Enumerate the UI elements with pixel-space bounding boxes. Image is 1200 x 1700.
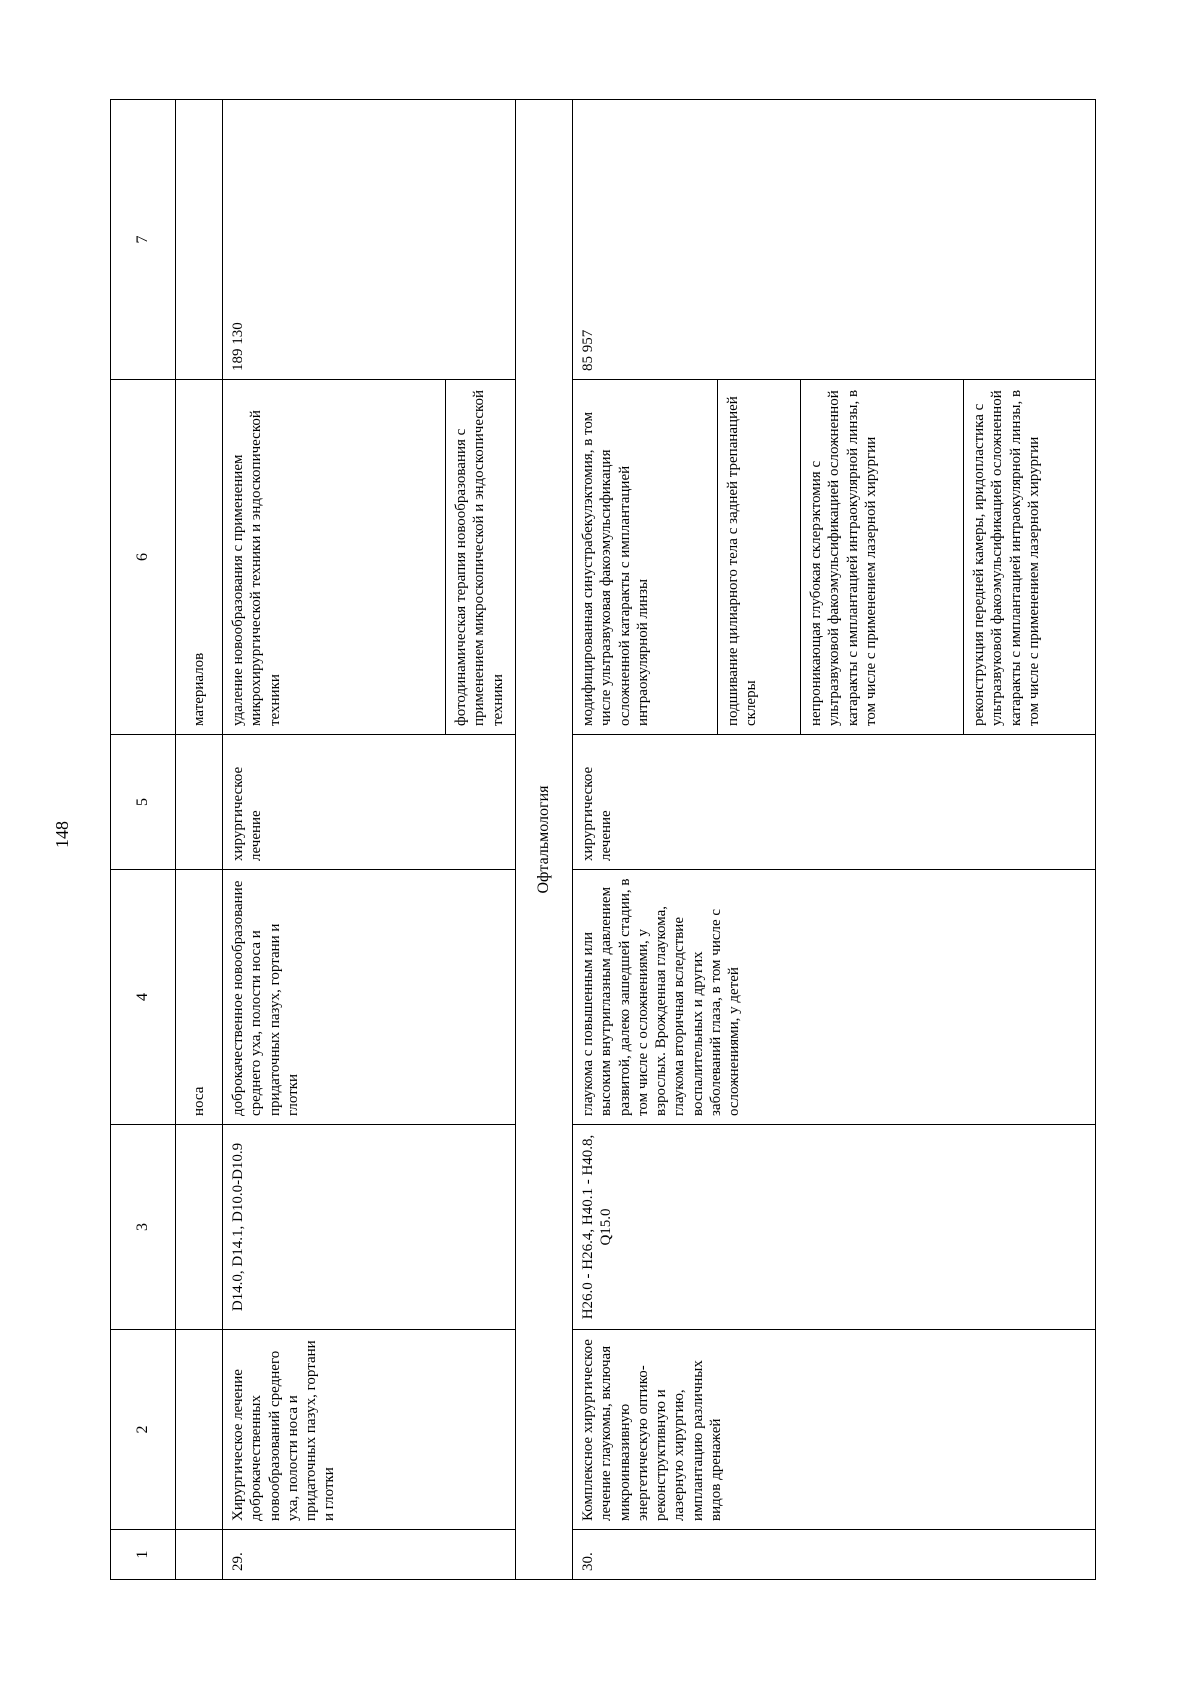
treatment-methods xyxy=(573,380,1096,735)
rotated-table-container xyxy=(110,100,1095,1580)
icd-codes: D14.0, D14.1, D10.0-D10.9 xyxy=(223,1125,516,1330)
col-5-header: 5 xyxy=(111,735,176,870)
col-1-header: 1 xyxy=(111,1530,176,1580)
col-4-header: 4 xyxy=(111,870,176,1125)
patient-model: доброкачественное новообразование среднего уха, полости носа и придаточных пазух, гортани и глотки xyxy=(223,870,516,1125)
header-row xyxy=(111,100,176,1580)
medical-care-table xyxy=(110,99,1096,1580)
section-title: Офтальмология xyxy=(516,100,573,1580)
treatment-type: хирургическое лечение xyxy=(223,735,516,870)
treatment-method: удаление новообразования с применением микрохирургической техники и эндоскопической техники xyxy=(223,380,446,734)
cost-value: 85 957 xyxy=(573,100,1096,380)
treatment-method: подшивание цилиарного тела с задней трепанацией склеры xyxy=(718,380,801,734)
table-row-30 xyxy=(573,100,1096,1580)
col-3-header: 3 xyxy=(111,1125,176,1330)
continuation-method: материалов xyxy=(176,380,223,735)
patient-model: глаукома с повышенным или высоким внутриглазным давлением развитой, далеко зашедшей стадии, в том числе с осложнениями, у взрослых. Врожденная глаукома, глаукома вторичная вследствие воспалительных и других заболеваний глаза, в том числе с осложнениями, у детей xyxy=(573,870,1096,1125)
treatment-type: хирургическое лечение xyxy=(573,735,1096,870)
care-type-name: Комплексное хирургическое лечение глаукомы, включая микроинвазивную энергетическую оптико-реконструктивную и лазерную хирургию, имплантацию различных видов дренажей xyxy=(573,1330,1096,1530)
icd-codes: H26.0 - H26.4, H40.1 - H40.8, Q15.0 xyxy=(573,1125,1096,1330)
row-number: 30. xyxy=(573,1530,1096,1580)
continuation-model: носа xyxy=(176,870,223,1125)
table-row-29 xyxy=(223,100,516,1580)
cost-value: 189 130 xyxy=(223,100,516,380)
col-6-header: 6 xyxy=(111,380,176,735)
page-number: 148 xyxy=(52,821,72,848)
treatment-method: фотодинамическая терапия новообразования с применением микроскопической и эндоскопической техники xyxy=(453,389,506,726)
section-row xyxy=(516,100,573,1580)
row-number: 29. xyxy=(223,1530,516,1580)
treatment-method: непроникающая глубокая склерэктомия с ультразвуковой факоэмульсификацией осложненной катаракты с имплантацией интраокулярной линзы, в том числе с применением лазерной хирургии xyxy=(801,380,964,734)
col-7-header: 7 xyxy=(111,100,176,380)
treatment-method: реконструкция передней камеры, иридопластика с ультразвуковой факоэмульсификацией осложненной катаракты с имплантацией интраокулярной линзы, в том числе с применением лазерной хирургии xyxy=(971,389,1042,726)
treatment-methods xyxy=(223,380,516,735)
continuation-row xyxy=(176,100,223,1580)
care-type-name: Хирургическое лечение доброкачественных новообразований среднего уха, полости носа и придаточных пазух, гортани и глотки xyxy=(223,1330,516,1530)
col-2-header: 2 xyxy=(111,1330,176,1530)
treatment-method: модифицированная синустрабекулэктомия, в том числе ультразвуковая факоэмульсификация осложненной катаракты с имплантацией интраокулярной линзы xyxy=(573,380,718,734)
